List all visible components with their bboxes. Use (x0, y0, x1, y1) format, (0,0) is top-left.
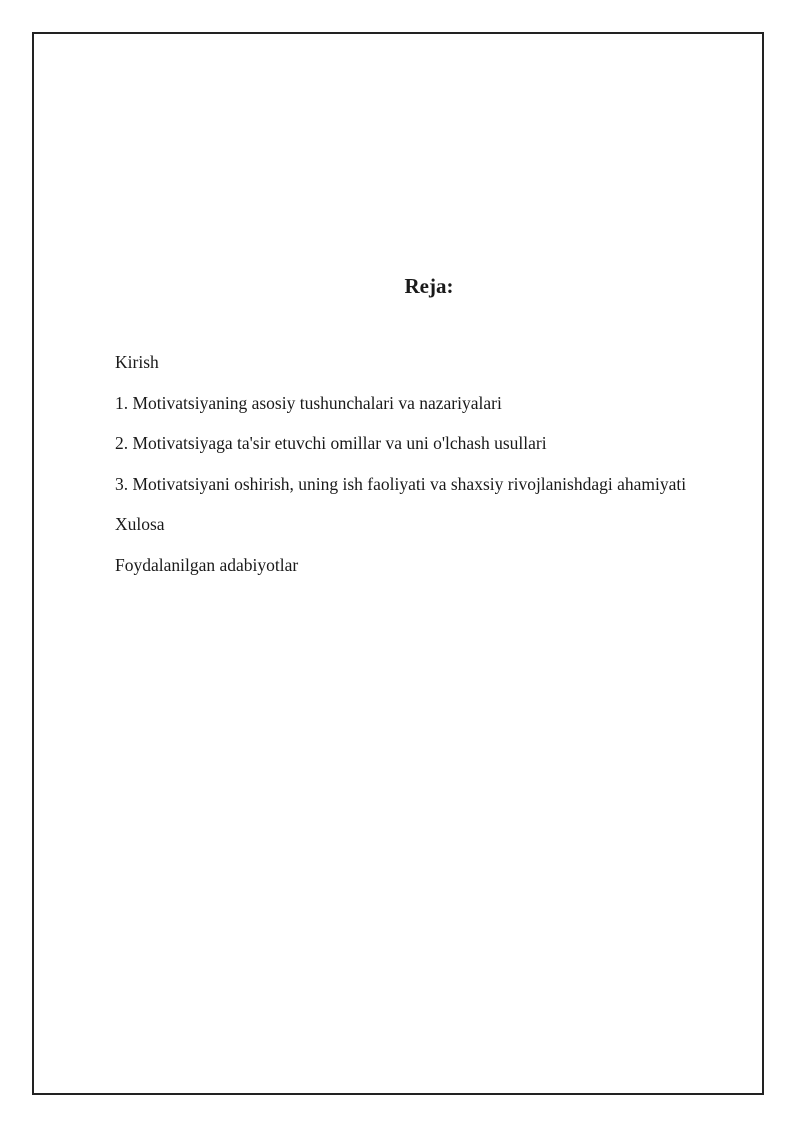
plan-item-conclusion: Xulosa (115, 514, 165, 534)
plan-item-chapter-2: 2. Motivatsiyaga ta'sir etuvchi omillar va uni o'lchash usullari (115, 433, 547, 453)
plan-item-chapter-3: 3. Motivatsiyani oshirish, uning ish faoliyati va shaxsiy rivojlanishdagi ahamiyati (115, 473, 687, 494)
plan-item-introduction: Kirish (115, 352, 159, 372)
plan-item-references: Foydalanilgan adabiyotlar (115, 554, 299, 575)
plan-list (115, 348, 686, 591)
plan-title: Reja: (404, 274, 454, 298)
plan-item-chapter-1: 1. Motivatsiyaning asosiy tushunchalari va nazariyalari (115, 392, 502, 413)
